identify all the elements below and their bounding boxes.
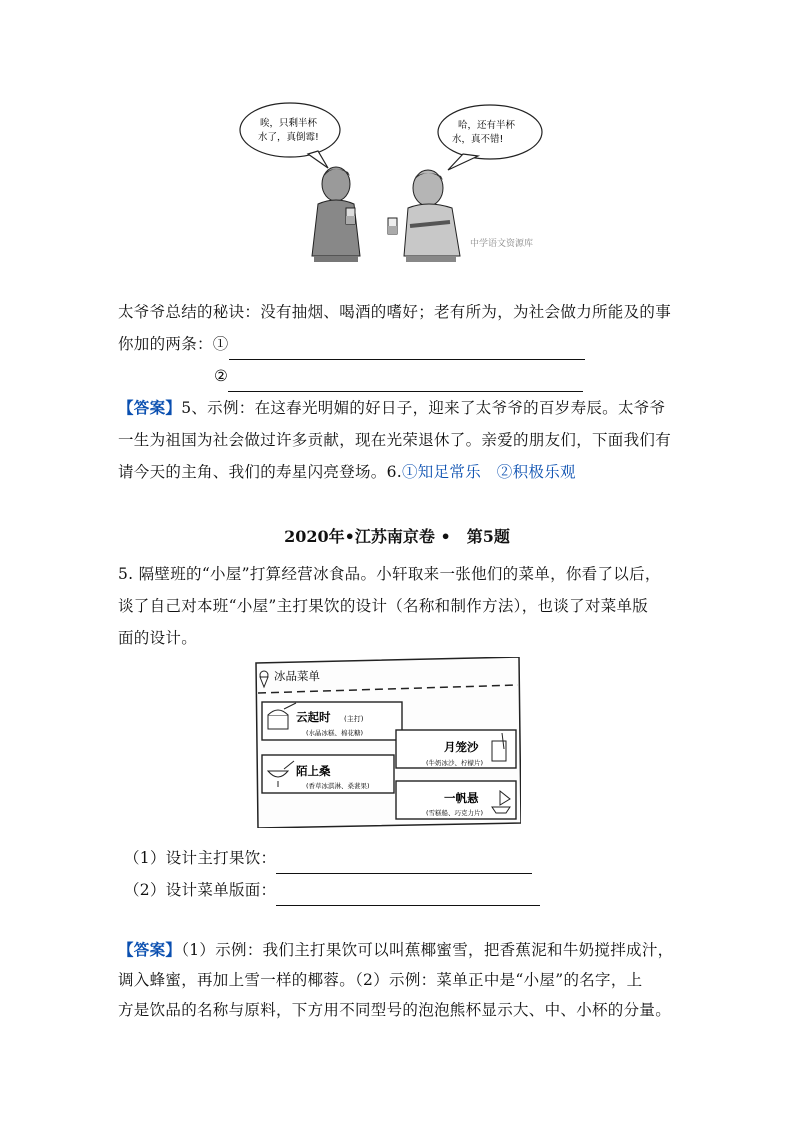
right-bubble-line2: 水，真不错! bbox=[452, 134, 504, 145]
right-bubble-line1: 哈，还有半杯 bbox=[458, 120, 516, 131]
comic-drawing bbox=[238, 96, 566, 266]
sub-question-1 bbox=[124, 842, 532, 874]
q5-line1: 5. 隔壁班的“小屋”打算经营冰食品。小轩取来一张他们的菜单，你看了以后， bbox=[118, 565, 661, 583]
menu-item-3-desc: (香草冰淇淋、桑葚果) bbox=[306, 782, 370, 790]
answer5-text1: （1）示例：我们主打果饮可以叫蕉椰蜜雪，把香蕉泥和牛奶搅拌成汁， bbox=[181, 941, 674, 959]
answer5-bracket: 【答案】 bbox=[118, 940, 182, 959]
menu-title: 冰品菜单 bbox=[274, 669, 320, 683]
sub-question-2 bbox=[124, 874, 540, 906]
prev-answer-line2: 一生为祖国为社会做过许多贡献，现在光荣退休了。亲爱的朋友们，下面我们有 bbox=[118, 431, 672, 449]
answer5-line2: 调入蜂蜜，再加上雪一样的椰蓉。（2）示例：菜单正中是“小屋”的名字，上 bbox=[118, 971, 643, 989]
right-speech-bubble bbox=[438, 105, 542, 159]
q5-line3: 面的设计。 bbox=[118, 629, 198, 647]
prev-answer-text3b: ①知足常乐 ②积极乐观 bbox=[402, 463, 576, 481]
menu-item-4-desc: (雪糕船、巧克力片) bbox=[426, 809, 484, 817]
prev-answer-text1: 5、示例：在这春光明媚的好日子，迎来了太爷爷的百岁寿辰。太爷爷 bbox=[181, 399, 666, 417]
prev-answer-line1 bbox=[118, 392, 665, 424]
menu-drawing bbox=[254, 657, 521, 828]
left-bubble-line2: 水了，真倒霉! bbox=[258, 132, 319, 143]
menu-item-1-name: 云起时 bbox=[296, 710, 331, 724]
prev-question-line2 bbox=[118, 328, 585, 360]
menu-item-2-name: 月笼沙 bbox=[444, 740, 479, 754]
sub-question-2-label: （2）设计菜单版面： bbox=[124, 881, 277, 899]
happy-man-figure bbox=[388, 170, 460, 262]
ice-menu-image bbox=[254, 657, 521, 828]
section-title: 2020年•江苏南京卷 • 第5题 bbox=[284, 527, 510, 546]
comic-watermark: 中学语文资源库 bbox=[470, 239, 534, 249]
answer5-line3: 方是饮品的名称与原料，下方用不同型号的泡泡熊杯显示大、中、小杯的分量。 bbox=[118, 1001, 672, 1019]
sub-question-1-label: （1）设计主打果饮： bbox=[124, 849, 277, 867]
prev-question-line3-prefix: ② bbox=[214, 367, 229, 385]
left-speech-bubble bbox=[240, 103, 340, 157]
sub-question-1-blank[interactable] bbox=[276, 855, 532, 874]
menu-item-3-name: 陌上桑 bbox=[296, 764, 331, 778]
prev-question-line1: 太爷爷总结的秘诀：没有抽烟、喝酒的嗜好；老有所为，为社会做力所能及的事 bbox=[118, 303, 672, 321]
menu-item-1-desc: (水晶冰糕、棉花糖) bbox=[306, 729, 364, 737]
menu-item-4-name: 一帆悬 bbox=[444, 791, 479, 805]
comic-illustration bbox=[238, 96, 566, 266]
answer-blank-1[interactable] bbox=[229, 341, 585, 360]
sub-question-2-blank[interactable] bbox=[276, 887, 540, 906]
answer-blank-2[interactable] bbox=[228, 373, 583, 392]
prev-answer-text3a: 请今天的主角、我们的寿星闪亮登场。6. bbox=[118, 463, 402, 481]
prev-answer-line3 bbox=[118, 456, 576, 488]
sad-man-figure bbox=[312, 167, 360, 262]
menu-item-1-tag: (主打) bbox=[344, 715, 364, 723]
left-bubble-line1: 唉，只剩半杯 bbox=[260, 118, 318, 129]
answer-bracket: 【答案】 bbox=[118, 398, 182, 417]
menu-item-2-desc: (牛奶冰沙、柠檬片) bbox=[426, 759, 484, 767]
q5-line2: 谈了自己对本班“小屋”主打果饮的设计（名称和制作方法），也谈了对菜单版 bbox=[118, 597, 649, 615]
prev-question-line2-prefix: 你加的两条：① bbox=[118, 335, 229, 353]
prev-question-line3 bbox=[214, 360, 583, 392]
answer5-line1 bbox=[118, 934, 673, 966]
